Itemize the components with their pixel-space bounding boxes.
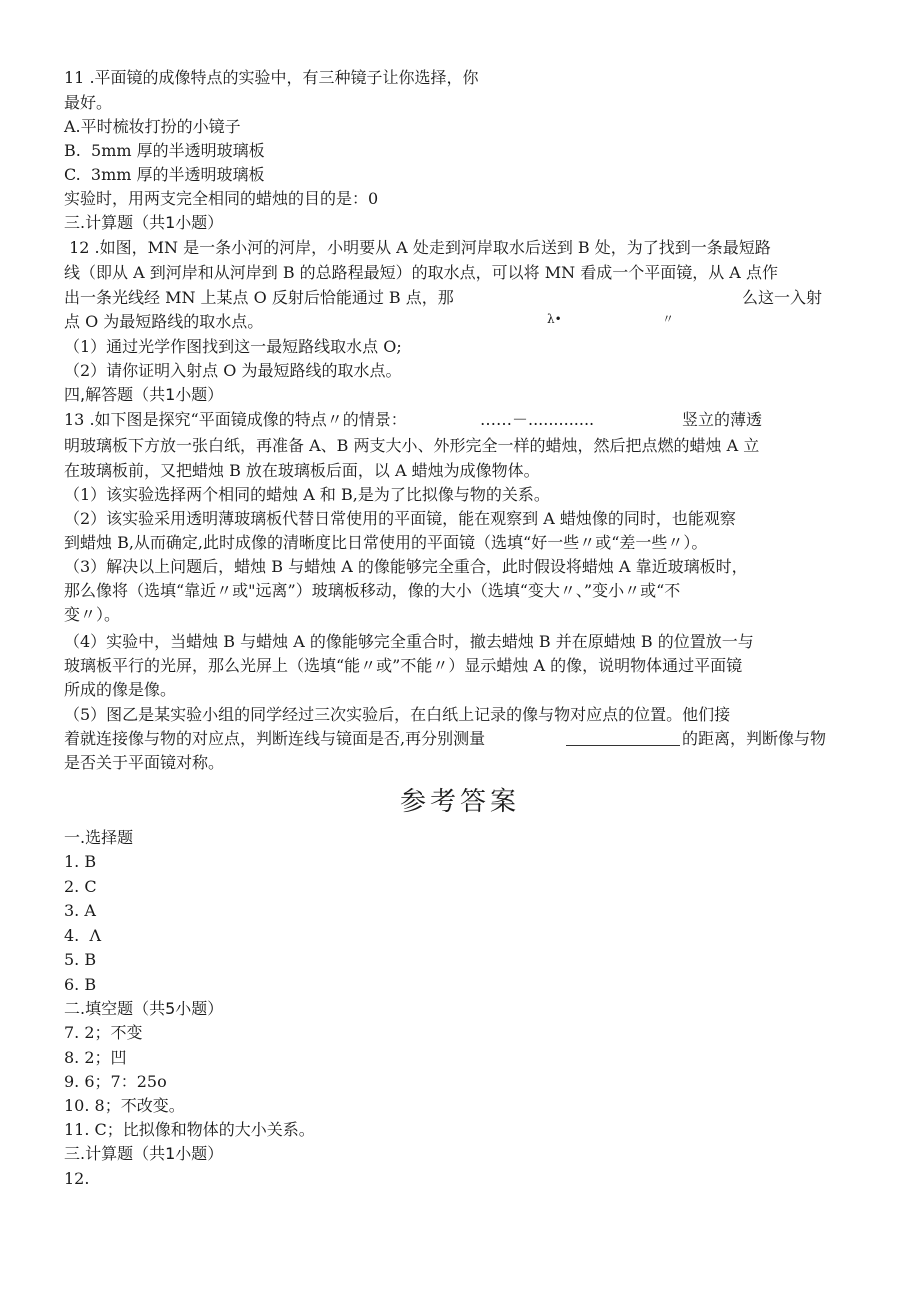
- answer-item: 11. C；比拟像和物体的大小关系。: [64, 1120, 315, 1139]
- q13-line3: 在玻璃板前，又把蜡烛 B 放在玻璃板后面，以 A 蜡烛为成像物体。: [64, 461, 540, 480]
- answer-item: 10. 8；不改变。: [64, 1096, 185, 1115]
- answer-blank-line: [566, 745, 680, 746]
- q13-p4-line3: 所成的像是像。: [64, 680, 177, 699]
- q12-figure-marks-a: λ•: [547, 312, 562, 326]
- answer-item: 9. 6；7：25o: [64, 1072, 167, 1091]
- q12-line3-right: 么这一入射: [742, 288, 823, 307]
- answer-item: 7. 2；不变: [64, 1023, 143, 1042]
- q13-p5-line1: （5）图乙是某实验小组的同学经过三次实验后，在白纸上记录的像与物对应点的位置。他们接: [64, 705, 731, 724]
- q12-line1: 12 .如图，MN 是一条小河的河岸，小明要从 A 处走到河岸取水后送到 B 处，为了找到一条最短路: [64, 238, 771, 257]
- q12-line3-left: 出一条光线经 MN 上某点 O 反射后恰能通过 B 点，那: [64, 288, 454, 307]
- q13-p2-line1: （2）该实验采用透明薄玻璃板代替日常使用的平面镜，能在观察到 A 蜡烛像的同时，也能观察: [64, 509, 736, 528]
- q13-p2-line2: 到蜡烛 B,从而确定,此时成像的清晰度比日常使用的平面镜（选填“好一些〃或“差一些〃）。: [64, 533, 708, 552]
- q12-line2: 线（即从 A 到河岸和从河岸到 B 的总路程最短）的取水点，可以将 MN 看成一个平面镜，从 A 点作: [64, 263, 778, 282]
- answer-item: 8. 2；凹: [64, 1048, 127, 1067]
- q11-option-a: A.平时梳妆打扮的小镜子: [64, 117, 241, 136]
- q11-candle-line: 实验时，用两支完全相同的蜡烛的目的是：0: [64, 189, 379, 208]
- q13-p5-line2-right: 的距离，判断像与物: [682, 729, 827, 748]
- q13-p3-line1: （3）解决以上问题后，蜡烛 B 与蜡烛 A 的像能够完全重合，此时假设将蜡烛 A 靠近玻璃板时，: [64, 557, 748, 576]
- q13-line1-left: 13 .如下图是探究“平面镜成像的特点〃的情景：: [64, 410, 407, 429]
- q12-sub1: （1）通过光学作图找到这一最短路线取水点 O;: [64, 337, 402, 356]
- answer-item: 2. C: [64, 877, 97, 896]
- answers-section1: 一.选择题: [64, 828, 134, 847]
- answer-item: 12.: [64, 1169, 90, 1188]
- q11-line1: 11 .平面镜的成像特点的实验中，有三种镜子让你选择，你: [64, 68, 479, 87]
- answer-item: 3. A: [64, 901, 96, 920]
- answer-item: 6. B: [64, 975, 97, 994]
- q13-p5-line3: 是否关于平面镜对称。: [64, 753, 225, 772]
- q13-p1: （1）该实验选择两个相同的蜡烛 A 和 B,是为了比拟像与物的关系。: [64, 485, 550, 504]
- section3-heading: 三.计算题（共1小题）: [64, 213, 224, 232]
- q12-sub2: （2）请你证明入射点 O 为最短路线的取水点。: [64, 361, 402, 380]
- q13-p4-line1: （4）实验中，当蜡烛 B 与蜡烛 A 的像能够完全重合时，撤去蜡烛 B 并在原蜡烛 B 的位置放一与: [64, 632, 754, 651]
- answers-section2: 二.填空题（共5小题）: [64, 999, 224, 1018]
- q11-line2: 最好。: [64, 93, 113, 112]
- section4-heading: 四,解答题（共1小题）: [64, 385, 224, 404]
- answer-item: 4. Λ: [64, 926, 101, 945]
- q13-line1-dots: ……－.............: [480, 410, 595, 429]
- answer-item: 1. B: [64, 852, 97, 871]
- q13-p5-line2-left: 着就连接像与物的对应点，判断连线与镜面是否,再分别测量: [64, 729, 486, 748]
- q13-p3-line3: 变〃）。: [64, 605, 121, 624]
- q13-line2: 明玻璃板下方放一张白纸，再准备 A、B 两支大小、外形完全一样的蜡烛，然后把点燃的蜡烛 A 立: [64, 436, 760, 455]
- answer-item: 5. B: [64, 950, 97, 969]
- q11-option-b: B. 5mm 厚的半透明玻璃板: [64, 141, 265, 160]
- q13-p3-line2: 那么像将（选填“靠近〃或"远离”）玻璃板移动，像的大小（选填“变大〃、”变小〃或“不: [64, 581, 681, 600]
- answers-title: 参考答案: [399, 787, 520, 817]
- q13-line1-right: 竖立的薄透: [682, 410, 763, 429]
- q12-line4: 点 O 为最短路线的取水点。: [64, 312, 264, 331]
- q11-option-c: C. 3mm 厚的半透明玻璃板: [64, 165, 265, 184]
- q12-figure-marks-b: 〃: [662, 312, 675, 326]
- answers-section3: 三.计算题（共1小题）: [64, 1144, 224, 1163]
- q13-p4-line2: 玻璃板平行的光屏，那么光屏上（选填“能〃或”不能〃）显示蜡烛 A 的像，说明物体通过平面镜: [64, 656, 743, 675]
